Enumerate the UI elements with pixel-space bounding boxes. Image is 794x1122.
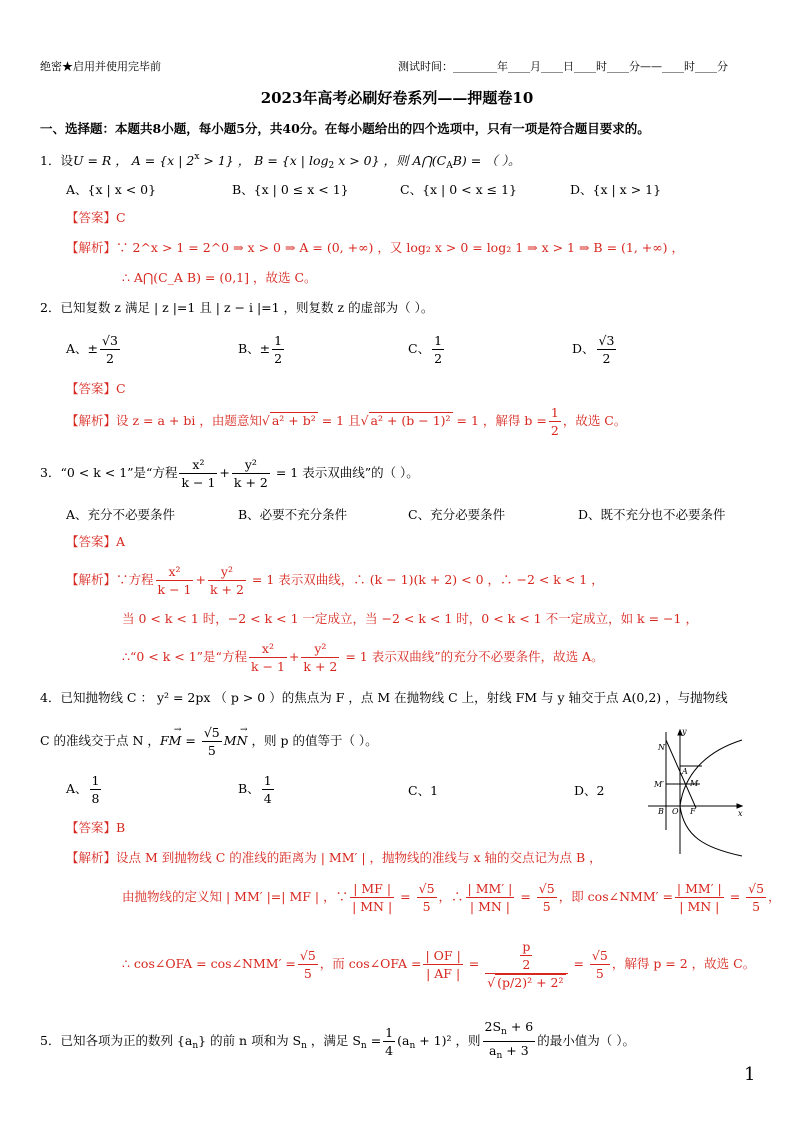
q2-option-d: D、 $\frac{√3}{2}$	[572, 333, 615, 366]
graph-label-y: y	[682, 727, 687, 736]
q1-option-a: A、{x | x < 0}	[66, 182, 157, 197]
graph-label-a: A	[682, 767, 688, 776]
q2-analysis: 【解析】设 z = a + bi ，由题意知√ a² + b² = 1 且√ a² + (b − 1)² = 1 ，解得 b = $\frac{1}{2}$ ，故选 C。	[66, 405, 627, 438]
q1-option-d: D、{x | x > 1}	[570, 182, 662, 197]
q1-analysis-line2: ∴ A⋂(C_A B) = (0,1] ，故选 C。	[122, 270, 317, 285]
graph-label-mprime: M′	[654, 780, 665, 789]
q3-option-a: A、充分不必要条件	[66, 507, 176, 522]
q3-option-c: C、充分必要条件	[408, 507, 506, 522]
confidential-notice: 绝密★启用并使用完毕前	[40, 60, 161, 73]
q4-option-a: A、 $\frac{1}{8}$	[66, 773, 100, 806]
q4-option-b: B、 $\frac{1}{4}$	[238, 773, 272, 806]
parabola-diagram	[644, 726, 748, 858]
q1-option-b: B、{x | 0 ≤ x < 1}	[232, 182, 349, 197]
q4-answer: 【答案】B	[66, 820, 126, 835]
graph-label-x: x	[738, 809, 743, 818]
q3-answer: 【答案】A	[66, 534, 126, 549]
q3-analysis-line2: 当 0 < k < 1 时，−2 < k < 1 一定成立，当 −2 < k < 1 时，0 < k < 1 不一定成立，如 k = −1 ，	[122, 611, 698, 626]
q1-analysis: 【解析】∵ 2^x > 1 = 2^0 ⇒ x > 0 ⇒ A = (0, +∞) ，又 log₂ x > 0 = log₂ 1 ⇒ x > 1 ⇒ B = (1, +∞) ，	[66, 240, 685, 255]
question-4-stem: 4．已知抛物线 C ： y² = 2px （ p > 0 ）的焦点为 F ，点 M 在抛物线 C 上，射线 FM 与 y 轴交于点 A(0,2) ，与抛物线	[40, 690, 728, 705]
page-title: 2023年高考必刷好卷系列——押题卷10	[260, 89, 534, 107]
q4-option-c: C、1	[408, 783, 439, 798]
q1-option-c: C、{x | 0 < x ≤ 1}	[400, 182, 517, 197]
q2-option-a: A、± $\frac{√3}{2}$	[66, 333, 118, 366]
q3-analysis: 【解析】∵方程 $\frac{\text{x²}}{k - 1}$ + $\frac{\text{y²}}{k + 2}$ = 1 表示双曲线，∴ (k − 1)(k + 2) < 0 ，∴ −2 < k < 1 ，	[66, 564, 604, 597]
q2-option-b: B、± $\frac{1}{2}$	[238, 333, 283, 366]
question-5-stem: 5．已知各项为正的数列 $\{a_n\}$ 的前 n 项和为 $S_n$ ，满足 $S_n$ = $\frac{1}{4}$ $(a_n + 1)^2$ ，则 $\frac{2S_n + 6}{a_n + 3}$ 的最小值为（ ）。	[40, 1019, 635, 1061]
question-2-stem: 2．已知复数 z 满足 | z |=1 且 | z − i |=1 ，则复数 z 的虚部为（ ）。	[40, 300, 434, 315]
section-heading: 一、选择题：本题共8小题，每小题5分，共40分。在每小题给出的四个选项中，只有一项是符合题目要求的。	[40, 121, 650, 136]
q3-option-d: D、既不充分也不必要条件	[578, 507, 726, 522]
graph-label-m: M	[690, 779, 699, 788]
question-4-stem-line2: C 的准线交于点 N ， → FM = $\frac{√5}{5}$ → MN ，则 p 的值等于（ ）。	[40, 725, 378, 758]
question-3-stem: 3．“0 < k < 1”是“方程 $\frac{\text{x²}}{k - 1}$ + $\frac{\text{y²}}{k + 2}$ = 1 表示双曲线”的（ ）。	[40, 457, 419, 490]
q2-answer: 【答案】C	[66, 381, 126, 396]
q1-answer: 【答案】C	[66, 210, 126, 225]
q4-analysis-line2: 由抛物线的定义知 | MM′ |=| MF | ，∵ $\frac{| MF |}{| MN |}$ = $\frac{√5}{5}$ ，∴ $\frac{| MM' |}{| MN |}$ = $\frac{√5}{5}$ ，即 cos∠NMM′ = $\frac{| MM' |}{| MN |}$ = $\frac{√5}{5}$ ，	[122, 881, 781, 914]
q4-option-d: D、2	[574, 783, 605, 798]
q2-option-c: C、 $\frac{1}{2}$	[408, 333, 443, 366]
graph-label-n: N	[658, 743, 665, 752]
graph-label-o: O	[672, 807, 679, 816]
test-time-field: 测试时间：________年____月____日____时____分——____时____分	[398, 60, 728, 73]
q3-option-b: B、必要不充分条件	[238, 507, 348, 522]
q4-analysis-line3: ∴ cos∠OFA = cos∠NMM′ = $\frac{√5}{5}$ ，而 cos∠OFA = $\frac{| OF |}{| AF |}$ = $\frac{\frac{p}{2}}{\text{√ (p/2)² + 2²}}$ = $\frac{√5}{5}$ ，解得 p = 2 ，故选 C。	[122, 939, 756, 990]
q4-analysis: 【解析】设点 M 到抛物线 C 的准线的距离为 | MM′ | ，抛物线的准线与 x 轴的交点记为点 B ，	[66, 850, 602, 865]
graph-label-f: F	[690, 807, 696, 816]
question-1-stem: 1．设U = R ， A = {x | $2^x > 1$} ， B = {x | $\log_2 x > 0$} ，则 $A⋂(C_AB)$ = （ ）。	[40, 152, 521, 171]
page-number: 1	[744, 1064, 756, 1085]
graph-label-b: B	[658, 807, 664, 816]
q3-analysis-line3: ∴“0 < k < 1”是“方程 $\frac{\text{x²}}{k - 1}$ + $\frac{\text{y²}}{k + 2}$ = 1 表示双曲线”的充分不必要条件，故选 A。	[122, 641, 604, 674]
